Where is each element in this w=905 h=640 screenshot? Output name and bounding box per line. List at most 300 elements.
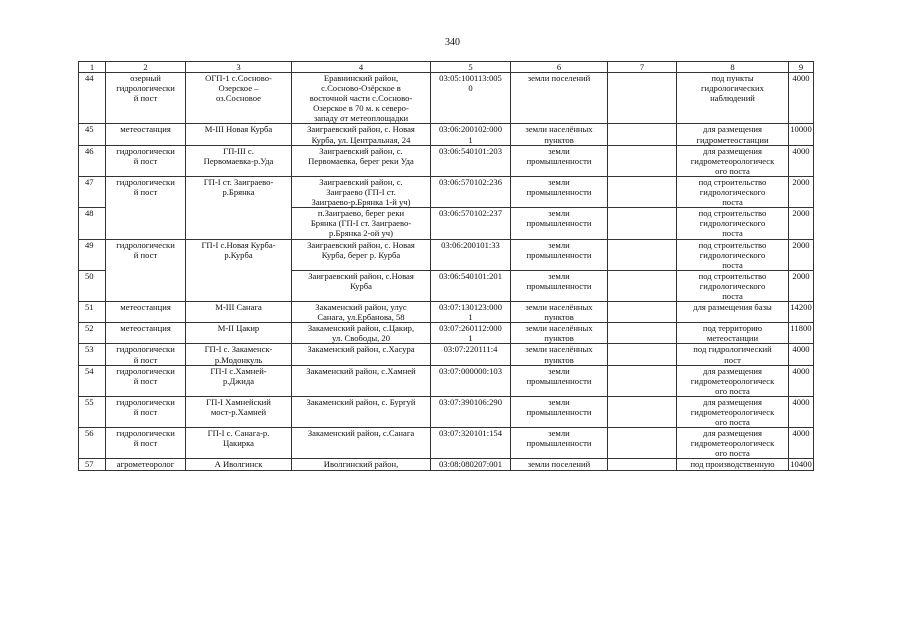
cell-station-type (106, 239, 186, 302)
cell-line (609, 271, 675, 281)
cell-line (609, 146, 675, 156)
cell-line: р.Модонкуль (214, 354, 263, 365)
cell-line: 50 (85, 270, 94, 281)
cell-location (292, 270, 431, 301)
cell-line: поста (722, 197, 743, 208)
cell-line: Закаменский район, с.Санага (307, 428, 415, 439)
cell-line: гидрологического (699, 249, 766, 260)
cell-location (292, 239, 431, 270)
cell-line: поста (722, 228, 743, 239)
cell-area (789, 428, 814, 459)
cell-purpose (677, 176, 789, 207)
cell-line (609, 302, 675, 312)
cell-location (292, 302, 431, 323)
cell-column-7 (608, 323, 677, 344)
cell-land-category (511, 176, 608, 207)
cell-line: п.Заиграево, берег реки (317, 208, 405, 219)
table-row (79, 396, 814, 427)
cell-column-7 (608, 124, 677, 145)
cell-line: для размещения (703, 365, 762, 376)
cell-line: восточной части с.Сосново- (309, 93, 413, 104)
cell-line: ого поста (715, 448, 750, 459)
cell-area (789, 208, 814, 239)
cell-line: 03:06:540101:201 (438, 270, 503, 281)
cell-line: гидрологически (116, 83, 175, 94)
cell-purpose (677, 459, 789, 470)
cell-line: поста (722, 259, 743, 270)
cell-line: гидрологического (699, 187, 766, 198)
cell-column-7 (608, 344, 677, 365)
cell-cadastral-number (431, 124, 511, 145)
table-row (79, 323, 814, 344)
cell-line: под строительство (698, 239, 767, 250)
cell-station-type (106, 73, 186, 124)
cell-location (292, 396, 431, 427)
cell-purpose (677, 145, 789, 176)
cell-line: 44 (85, 73, 94, 83)
cell-station-type (106, 124, 186, 145)
cell-line: ГП-I Хамнейский (206, 396, 271, 407)
cell-line: 03:06:200101:33 (441, 239, 500, 250)
cell-line: для размещения базы (693, 302, 772, 313)
cell-location (292, 145, 431, 176)
table-row (79, 428, 814, 459)
cell-station-name (186, 344, 292, 365)
cell-column-7 (608, 176, 677, 207)
cell-line: озерный (130, 73, 161, 83)
cell-line: й пост (133, 407, 158, 417)
cell-line: 57 (85, 459, 94, 470)
cell-column-7 (608, 302, 677, 323)
cell-line (609, 124, 675, 134)
cell-location (292, 323, 431, 344)
cell-line (609, 366, 675, 376)
cell-line: й пост (133, 375, 158, 386)
cell-purpose (677, 124, 789, 145)
cell-line: 51 (85, 302, 94, 313)
cell-land-category (511, 428, 608, 459)
cell-line: Курба, ул. Центральная, 24 (311, 134, 411, 145)
cell-line: земли (548, 145, 570, 156)
cell-line: М-II Цакир (217, 323, 260, 334)
cell-line: промышленности (526, 187, 592, 198)
table-row (79, 73, 814, 124)
cell-line: наблюдений (710, 93, 755, 104)
cell-line: 2000 (792, 208, 810, 219)
cell-line: 4000 (792, 344, 810, 355)
cell-row-number (79, 344, 106, 365)
header-cell: 1 (79, 62, 106, 73)
cell-line: Санага, ул.Ербанова, 58 (317, 312, 405, 323)
cell-cadastral-number (431, 302, 511, 323)
cell-line: Заиграевский район, с. (319, 145, 403, 156)
cell-line: гидрологического (699, 218, 766, 229)
cell-line: земли (548, 239, 570, 250)
cell-line: Заиграевский район, с. Новая (307, 124, 415, 135)
cell-area (789, 145, 814, 176)
cell-line (609, 208, 675, 218)
cell-line: под строительство (698, 208, 767, 219)
cell-line: гидрологически (116, 428, 175, 439)
cell-land-category (511, 365, 608, 396)
cell-line: Заиграевский район, с.Новая (308, 270, 414, 281)
cell-line: гидрометеорологическ (690, 438, 775, 449)
cell-line: пунктов (544, 354, 574, 365)
cell-line: ОГП-1 с.Сосново- (205, 73, 272, 83)
cell-purpose (677, 73, 789, 124)
cell-line: ГП-I ст. Заиграево- (203, 176, 274, 187)
cell-line: Курба, берег р. Курба (321, 249, 401, 260)
cell-line: гидрологически (116, 365, 175, 376)
cell-line: й пост (133, 93, 158, 104)
cell-cadastral-number (431, 176, 511, 207)
cell-line: пунктов (544, 134, 574, 145)
cell-land-category (511, 396, 608, 427)
cell-line: 4000 (792, 428, 810, 439)
cell-line (609, 73, 675, 83)
cell-land-category (511, 239, 608, 270)
cell-line: Закаменский район, с.Цакир, (307, 323, 415, 334)
cell-column-7 (608, 459, 677, 470)
cell-cadastral-number (431, 323, 511, 344)
cell-line: 03:07:390106:290 (438, 396, 503, 407)
cell-line: земли населённых (525, 323, 593, 334)
cell-line: гидрологических (701, 83, 764, 94)
cell-area (789, 176, 814, 207)
cell-line: промышленности (526, 438, 592, 449)
table-row (79, 459, 814, 470)
cell-line: 0 (468, 83, 473, 94)
cell-line: промышленности (526, 407, 592, 417)
cell-row-number (79, 145, 106, 176)
cell-line: Заиграевский район, с. Новая (307, 239, 415, 250)
cell-line: 03:07:130123:000 (438, 302, 503, 313)
cell-location (292, 428, 431, 459)
cell-row-number (79, 176, 106, 207)
cell-location (292, 176, 431, 207)
cell-column-7 (608, 145, 677, 176)
cell-line: 4000 (792, 145, 810, 156)
cell-line (609, 397, 675, 407)
cell-area (789, 344, 814, 365)
cell-column-7 (608, 270, 677, 301)
cell-line: 2000 (792, 239, 810, 250)
cell-land-category (511, 302, 608, 323)
table-row (79, 239, 814, 270)
cell-column-7 (608, 239, 677, 270)
cell-row-number (79, 365, 106, 396)
cell-row-number (79, 73, 106, 124)
cell-line: земли населённых (525, 302, 593, 313)
cell-station-name (186, 365, 292, 396)
cell-line: для размещения (703, 396, 762, 407)
cell-station-name (186, 302, 292, 323)
cell-line: под строительство (698, 270, 767, 281)
cell-purpose (677, 323, 789, 344)
cell-line: земли (548, 396, 570, 407)
cell-line: гидрологически (116, 396, 175, 407)
cell-line: мост-р.Хамней (210, 407, 267, 417)
cell-land-category (511, 459, 608, 470)
cell-line: 03:07:260112:000 (439, 323, 502, 334)
cell-line: 03:06:200102:000 (438, 124, 503, 135)
cell-line: Первомаевка, берег реки Уда (308, 155, 414, 166)
table-row (79, 145, 814, 176)
cell-line: под гидрологический (693, 344, 772, 355)
cell-line: А Иволгинск (214, 459, 263, 470)
cell-line: Заиграевский район, с. (319, 176, 403, 187)
cell-line: для размещения (703, 428, 762, 439)
cell-line: земли поселений (527, 459, 591, 470)
cell-line: гидрометеорологическ (690, 407, 775, 417)
cell-line: й пост (133, 249, 158, 260)
cell-station-type (106, 396, 186, 427)
cell-line: Заиграево-р.Брянка 1-й уч) (311, 197, 411, 208)
cell-cadastral-number (431, 428, 511, 459)
cell-station-name (186, 73, 292, 124)
cell-station-name (186, 323, 292, 344)
cell-line: 03:06:570102:237 (438, 208, 503, 219)
cell-line: Заиграево (ГП-I ст. (326, 187, 396, 198)
cell-column-7 (608, 428, 677, 459)
cell-station-type (106, 323, 186, 344)
cell-row-number (79, 239, 106, 270)
cell-line: 4000 (792, 396, 810, 407)
cell-area (789, 73, 814, 124)
cell-column-7 (608, 208, 677, 239)
cell-line: промышленности (526, 280, 592, 291)
cell-area (789, 459, 814, 470)
cell-line: агрометеоролог (116, 459, 175, 470)
cell-row-number (79, 323, 106, 344)
cell-line: под производственную (690, 459, 775, 470)
cell-cadastral-number (431, 396, 511, 427)
header-cell: 8 (677, 62, 789, 73)
cell-line: метеостанция (120, 302, 171, 313)
cell-area (789, 396, 814, 427)
cell-purpose (677, 344, 789, 365)
cell-line: для размещения (703, 124, 762, 135)
cell-line: земли населённых (525, 344, 593, 355)
cell-line: промышленности (526, 155, 592, 166)
cell-land-category (511, 344, 608, 365)
cell-line: 1 (468, 134, 473, 145)
cell-line: Еравнинский район, (323, 73, 399, 83)
cell-line: метеостанции (706, 333, 759, 344)
cell-line: 10000 (790, 124, 812, 135)
cell-line: 03:07:220111:4 (443, 344, 498, 355)
cell-cadastral-number (431, 73, 511, 124)
cell-line: 10400 (790, 459, 812, 470)
cell-line: 46 (85, 145, 94, 156)
cell-line: р.Брянка (222, 187, 255, 198)
cell-station-name (186, 428, 292, 459)
cell-line: гидрологически (116, 239, 175, 250)
cell-land-category (511, 124, 608, 145)
cell-purpose (677, 270, 789, 301)
cell-line: 53 (85, 344, 94, 355)
cell-row-number (79, 270, 106, 301)
land-plots-table (78, 61, 814, 471)
cell-line: 47 (85, 176, 94, 187)
cell-line: 03:06:540101:203 (438, 145, 503, 156)
cell-location (292, 208, 431, 239)
table-row (79, 365, 814, 396)
cell-cadastral-number (431, 344, 511, 365)
cell-line: ого поста (715, 417, 750, 428)
cell-line: гидрометеорологическ (690, 155, 775, 166)
cell-line: й пост (133, 155, 158, 166)
cell-line: р.Курба (224, 249, 253, 260)
cell-line: ГП-I с.Хамней- (210, 365, 267, 376)
cell-line: 14200 (790, 302, 812, 313)
cell-line: 54 (85, 365, 94, 376)
cell-row-number (79, 428, 106, 459)
cell-line (609, 323, 675, 333)
cell-station-name (186, 145, 292, 176)
cell-line: 2000 (792, 270, 810, 281)
cell-line: Первомаевка-р.Уда (203, 155, 274, 166)
cell-line (609, 428, 675, 438)
cell-location (292, 344, 431, 365)
cell-station-type (106, 428, 186, 459)
cell-line: для размещения (703, 145, 762, 156)
cell-line: Закаменский район, с. Бургуй (306, 396, 416, 407)
cell-purpose (677, 428, 789, 459)
cell-line: р.Брянка 2-ой уч) (329, 228, 393, 239)
cell-row-number (79, 208, 106, 239)
cell-station-type (106, 145, 186, 176)
cell-station-name (186, 124, 292, 145)
header-cell: 9 (789, 62, 814, 73)
cell-line: 4000 (792, 73, 810, 83)
cell-line: земли (548, 365, 570, 376)
cell-line: земли (548, 176, 570, 187)
cell-line: Закаменский район, с.Хамней (306, 365, 416, 376)
cell-cadastral-number (431, 459, 511, 470)
cell-station-type (106, 365, 186, 396)
cell-line: гидрологического (699, 280, 766, 291)
cell-line: 11800 (790, 323, 812, 334)
cell-line: 1 (468, 312, 473, 323)
cell-line: Курба (350, 280, 372, 291)
cell-station-name (186, 396, 292, 427)
cell-line: поста (722, 290, 743, 301)
cell-area (789, 239, 814, 270)
cell-location (292, 459, 431, 470)
cell-line: Озерское в 70 м. к северо- (313, 103, 409, 114)
cell-line: промышленности (526, 375, 592, 386)
cell-line: Иволгинский район, (323, 459, 399, 470)
cell-line: ул. Свободы, 20 (332, 333, 390, 344)
cell-line (609, 240, 675, 250)
cell-line: земли (548, 270, 570, 281)
cell-line: пунктов (544, 312, 574, 323)
cell-line: 03:07:320101:154 (438, 428, 503, 439)
cell-cadastral-number (431, 145, 511, 176)
cell-line: ГП-I с. Санага-р. (207, 428, 270, 439)
cell-line (609, 177, 675, 187)
cell-location (292, 365, 431, 396)
cell-line: й пост (133, 438, 158, 449)
cell-line: под территорию (702, 323, 763, 334)
cell-area (789, 124, 814, 145)
cell-station-name (186, 459, 292, 470)
cell-line: 52 (85, 323, 94, 334)
cell-line: гидрологически (116, 145, 175, 156)
cell-line: гидрологически (116, 176, 175, 187)
cell-land-category (511, 145, 608, 176)
cell-line: й пост (133, 354, 158, 365)
cell-line (609, 344, 675, 354)
cell-cadastral-number (431, 239, 511, 270)
cell-line: 03:06:570102:236 (438, 176, 503, 187)
cell-line: под пункты (711, 73, 754, 83)
header-row (79, 62, 814, 73)
cell-line: с.Сосново-Озёрское в (321, 83, 401, 94)
header-cell: 4 (292, 62, 431, 73)
cell-station-type (106, 302, 186, 323)
cell-line: земли (548, 428, 570, 439)
cell-line: Закаменский район, с.Хасура (307, 344, 415, 355)
cell-land-category (511, 270, 608, 301)
table-body (79, 62, 814, 471)
cell-land-category (511, 73, 608, 124)
cell-line: М-III Новая Курба (204, 124, 273, 135)
cell-line: западу от метеоплощадки (313, 113, 409, 124)
cell-purpose (677, 365, 789, 396)
cell-line: метеостанция (120, 124, 171, 135)
cell-area (789, 302, 814, 323)
header-cell: 5 (431, 62, 511, 73)
table-row (79, 124, 814, 145)
cell-column-7 (608, 396, 677, 427)
cell-purpose (677, 396, 789, 427)
cell-purpose (677, 239, 789, 270)
cell-line: пост (724, 354, 741, 365)
cell-line: метеостанция (120, 323, 171, 334)
cell-line: 03:07:000000:103 (438, 365, 503, 376)
cell-line: гидрологически (116, 344, 175, 355)
cell-row-number (79, 124, 106, 145)
cell-line: гидрометеорологическ (690, 375, 775, 386)
cell-line: р.Джида (222, 375, 255, 386)
cell-location (292, 73, 431, 124)
header-cell: 3 (186, 62, 292, 73)
cell-line: 03:05:100113:005 (439, 73, 502, 83)
cell-line: промышленности (526, 249, 592, 260)
cell-location (292, 124, 431, 145)
cell-area (789, 365, 814, 396)
cell-purpose (677, 208, 789, 239)
cell-line: 56 (85, 428, 94, 439)
cell-cadastral-number (431, 208, 511, 239)
cell-line: 49 (85, 239, 94, 250)
header-cell: 7 (608, 62, 677, 73)
cell-line: 03:08:080207:001 (438, 459, 503, 470)
cell-line: Брянка (ГП-I ст. Заиграево- (310, 218, 412, 229)
cell-line: земли (548, 208, 570, 219)
cell-purpose (677, 302, 789, 323)
cell-line: земли поселений (527, 73, 591, 83)
cell-line: 4000 (792, 365, 810, 376)
cell-line: под строительство (698, 176, 767, 187)
cell-line: оз.Сосновое (215, 93, 261, 104)
cell-cadastral-number (431, 270, 511, 301)
cell-line: й пост (133, 187, 158, 198)
cell-land-category (511, 208, 608, 239)
cell-line: промышленности (526, 218, 592, 229)
